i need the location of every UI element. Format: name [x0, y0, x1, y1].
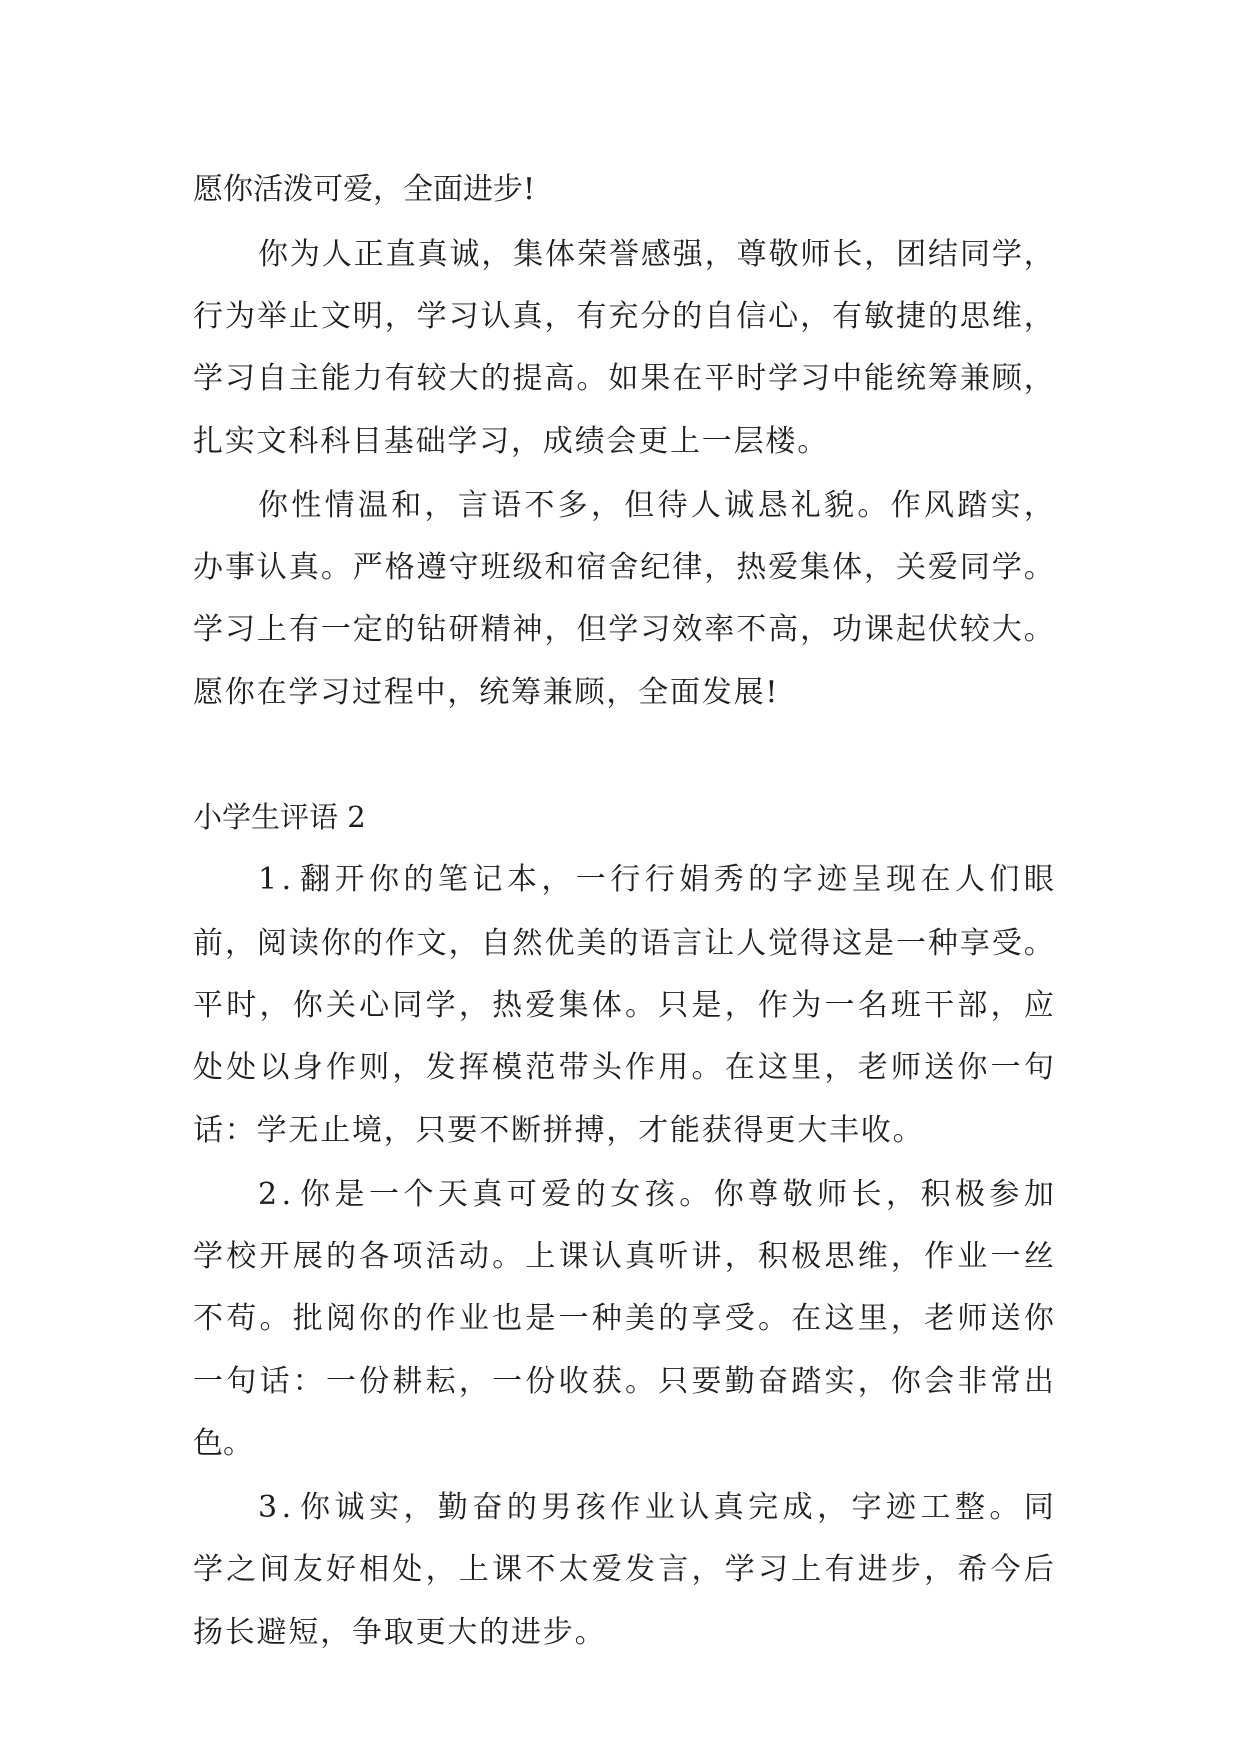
- text-line: 1 . 翻 开 你 的 笔 记 本 ， 一 行 行 娟 秀 的 字 迹 呈 现 在 人 们 眼: [258, 862, 1054, 897]
- text-line: 色。: [193, 1426, 253, 1461]
- text-line: 扬长避短，争取更大的进步。: [193, 1615, 607, 1650]
- text-line: 你 为 人 正 直 真 诚 ， 集 体 荣 誉 感 强 ， 尊 敬 师 长 ， 团 结 同 学 ，: [258, 237, 1054, 272]
- text-line: 话：学无止境，只要不断拼搏，才能获得更大丰收。: [193, 1113, 925, 1148]
- text-line: 平 时 ， 你 关 心 同 学 ， 热 爱 集 体 。 只 是 ， 作 为 一 名 班 干 部 ， 应: [193, 988, 1054, 1023]
- text-line: 学 校 开 展 的 各 项 活 动 。 上 课 认 真 听 讲 ， 积 极 思 维 ， 作 业 一 丝: [193, 1239, 1054, 1274]
- text-line: 愿你活泼可爱，全面进步!: [193, 172, 536, 207]
- text-line: 不 苟 。 批 阅 你 的 作 业 也 是 一 种 美 的 享 受 。 在 这 里 ， 老 师 送 你: [193, 1301, 1054, 1336]
- text-line: 学 习 自 主 能 力 有 较 大 的 提 高 。 如 果 在 平 时 学 习 中 能 统 筹 兼 顾 ，: [193, 361, 1054, 396]
- text-line: 学 习 上 有 一 定 的 钻 研 精 神 ， 但 学 习 效 率 不 高 ， 功 课 起 伏 较 大 。: [193, 612, 1054, 647]
- text-line: 扎实文科科目基础学习，成绩会更上一层楼。: [193, 424, 829, 459]
- section-heading: 小学生评语 2: [193, 800, 366, 834]
- text-line: 3 . 你 诚 实 ， 勤 奋 的 男 孩 作 业 认 真 完 成 ， 字 迹 工 整 。 同: [258, 1490, 1054, 1525]
- text-line: 处 处 以 身 作 则 ， 发 挥 模 范 带 头 作 用 。 在 这 里 ， 老 师 送 你 一 句: [193, 1050, 1054, 1085]
- text-line: 行 为 举 止 文 明 ， 学 习 认 真 ， 有 充 分 的 自 信 心 ， 有 敏 捷 的 思 维 ，: [193, 299, 1054, 334]
- text-line: 办 事 认 真 。 严 格 遵 守 班 级 和 宿 舍 纪 律 ， 热 爱 集 体 ， 关 爱 同 学 。: [193, 550, 1054, 585]
- text-line: 一 句 话 ： 一 份 耕 耘 ， 一 份 收 获 。 只 要 勤 奋 踏 实 ， 你 会 非 常 出: [193, 1364, 1054, 1399]
- text-line: 你 性 情 温 和 ， 言 语 不 多 ， 但 待 人 诚 恳 礼 貌 。 作 风 踏 实 ，: [258, 488, 1054, 523]
- text-line: 愿你在学习过程中，统筹兼顾，全面发展!: [193, 675, 780, 710]
- text-line: 前 ， 阅 读 你 的 作 文 ， 自 然 优 美 的 语 言 让 人 觉 得 这 是 一 种 享 受 。: [193, 926, 1054, 961]
- text-line: 2 . 你 是 一 个 天 真 可 爱 的 女 孩 。 你 尊 敬 师 长 ， 积 极 参 加: [258, 1177, 1054, 1212]
- text-line: 学 之 间 友 好 相 处 ， 上 课 不 太 爱 发 言 ， 学 习 上 有 进 步 ， 希 今 后: [193, 1552, 1054, 1587]
